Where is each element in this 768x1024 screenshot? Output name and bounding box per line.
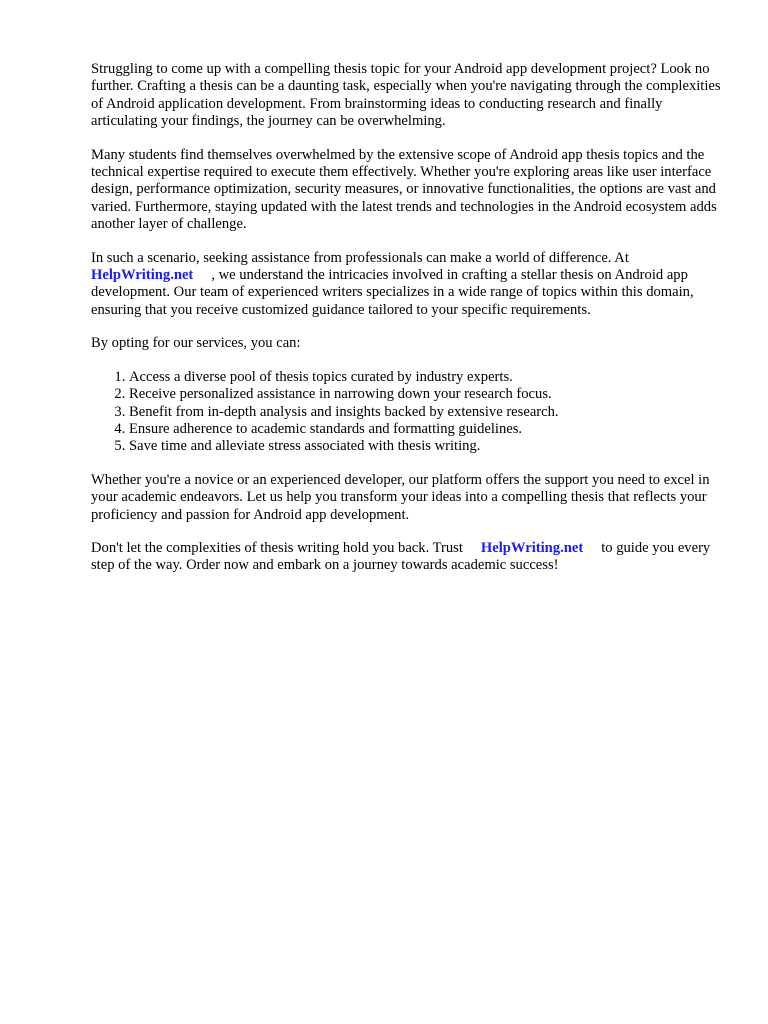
platform-paragraph: Whether you're a novice or an experienced developer, our platform offers the support you need to excel in your academic endeavors. Let us help you transform your ideas into a compelling thesis that reflects your proficiency and passion for Android app development. (91, 471, 710, 523)
helpwriting-link[interactable]: HelpWriting.net (480, 539, 584, 556)
intro-paragraph: Struggling to come up with a compelling thesis topic for your Android app development project? Look no further. Crafting a thesis can be a daunting task, especially when you're navigating through the complexities of Android application development. From brainstorming ideas to conducting research and finally articulating your findings, the journey can be overwhelming. (91, 61, 721, 130)
list-item: 2. Receive personalized assistance in narrowing down your research focus. (129, 386, 723, 403)
assistance-paragraph (91, 250, 723, 320)
helpwriting-link[interactable]: HelpWriting.net (91, 267, 194, 284)
challenges-paragraph: Many students find themselves overwhelmed by the extensive scope of Android app thesis topics and the technical expertise required to execute them effectively. Whether you're exploring areas like user interface design, performance optimization, security measures, or innovative functionalities, the options are vast and varied. Furthermore, staying updated with the latest trends and technologies in the Android ecosystem adds another layer of challenge. (91, 146, 717, 233)
closing-text-after: to guide you every step of the way. Order now and embark on a journey towards academic success! (91, 539, 711, 574)
list-item: 1. Access a diverse pool of thesis topics curated by industry experts. (129, 369, 723, 386)
document-page (91, 61, 723, 591)
closing-text-before: Don't let the complexities of thesis writing hold you back. Trust (91, 539, 463, 556)
list-item: 4. Ensure adherence to academic standards and formatting guidelines. (129, 421, 723, 438)
list-item: 5. Save time and alleviate stress associated with thesis writing. (129, 438, 723, 455)
benefits-list (91, 369, 723, 456)
list-item: 3. Benefit from in-depth analysis and insights backed by extensive research. (129, 404, 723, 421)
closing-paragraph (91, 540, 723, 575)
assistance-text-after: , we understand the intricacies involved in crafting a stellar thesis on Android app development. Our team of experienced writers specializes in a wide range of topics within this domain, ensuring that you receive customized guidance tailored to your specific requirements. (91, 267, 694, 318)
services-intro: By opting for our services, you can: (91, 335, 301, 352)
assistance-text-before: In such a scenario, seeking assistance from professionals can make a world of difference. At (91, 249, 629, 266)
